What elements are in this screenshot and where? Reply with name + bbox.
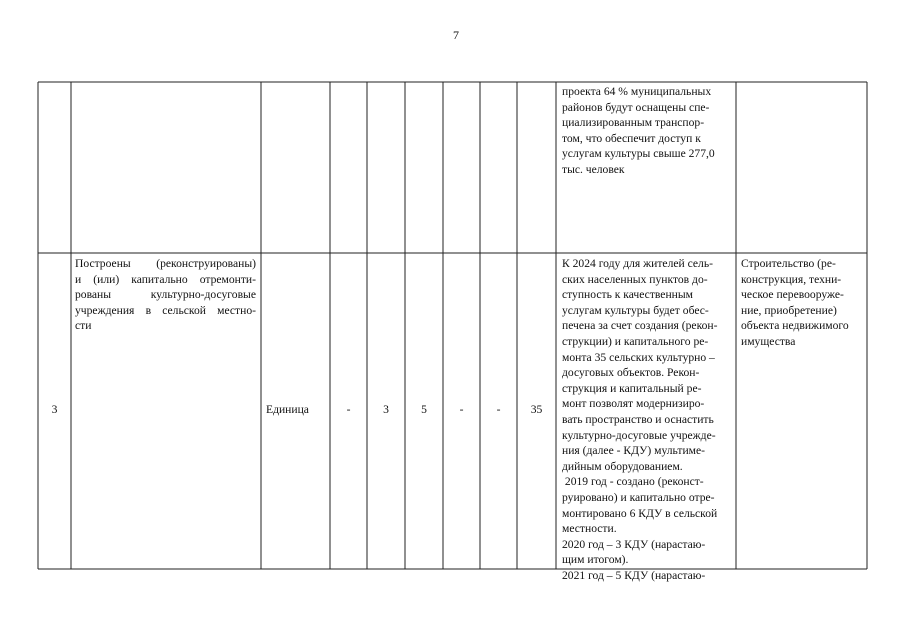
description-line: ских населенных пунктов до-: [562, 272, 708, 286]
top-desc-line: услугам культуры свыше 277,0: [562, 147, 715, 161]
description-line: монта 35 сельских культурно –: [562, 350, 715, 364]
value-cell: 5: [421, 403, 427, 416]
type-cell: [741, 256, 865, 350]
type-line: Строительство (ре-: [741, 257, 836, 270]
description-cell: [562, 256, 734, 583]
description-line: услугам культуры будет обес-: [562, 303, 709, 317]
description-line: монт позволят модернизиро-: [562, 397, 705, 411]
top-desc-line: циализированным транспор-: [562, 116, 705, 130]
top-desc-line: проекта 64 % муниципальных: [562, 85, 712, 98]
type-line: имущества: [741, 334, 796, 348]
description-line: дийным оборудованием.: [562, 459, 683, 473]
result-line: сти: [75, 319, 92, 333]
result-line: и (или) капитально отремонти-: [75, 272, 256, 286]
top-desc-line: том, что обеспечит доступ к: [562, 131, 701, 145]
top-row-description: [562, 84, 732, 178]
result-cell: [75, 256, 256, 334]
description-line: местности.: [562, 522, 617, 536]
value-cell: -: [346, 403, 351, 416]
page-number: 7: [453, 28, 459, 42]
description-line: К 2024 году для жителей сель-: [562, 257, 713, 270]
value-cell: -: [459, 403, 464, 416]
description-line: культурно-досуговые учрежде-: [562, 428, 716, 442]
result-line: рованы культурно-досуговые: [75, 288, 256, 302]
type-line: ческое перевооруже-: [741, 288, 844, 302]
description-line: монтировано 6 КДУ в сельской: [562, 506, 718, 520]
type-line: ние, приобретение): [741, 303, 837, 317]
value-cell: 35: [530, 403, 543, 416]
description-line: досуговых объектов. Рекон-: [562, 366, 700, 380]
description-line: вать пространство и оснастить: [562, 412, 714, 426]
result-line: учреждения в сельской местно-: [75, 303, 256, 317]
description-line: струкции) и капитального ре-: [562, 334, 709, 348]
description-line: ния (далее - КДУ) мультиме-: [562, 444, 706, 458]
description-line: струкция и капитальный ре-: [562, 381, 702, 395]
top-desc-line: районов будут оснащены спе-: [562, 100, 710, 114]
result-line: Построены (реконструированы): [75, 257, 256, 270]
type-line: конструкция, техни-: [741, 272, 842, 286]
description-line: ступность к качественным: [562, 288, 693, 302]
row-number: 3: [51, 403, 58, 416]
description-line: 2019 год - создано (реконст-: [562, 475, 704, 489]
value-cell: 3: [383, 403, 389, 416]
description-line: руировано) и капитально отре-: [562, 490, 715, 504]
top-desc-line: тыс. человек: [562, 162, 625, 176]
description-line: щим итогом).: [562, 553, 629, 567]
description-line: 2020 год – 3 КДУ (нарастаю-: [562, 537, 706, 551]
unit-cell: Единица: [266, 403, 309, 416]
description-line: 2021 год – 5 КДУ (нарастаю-: [562, 568, 706, 582]
description-line: печена за счет создания (рекон-: [562, 319, 718, 333]
value-cell: -: [496, 403, 501, 416]
type-line: объекта недвижимого: [741, 319, 849, 333]
